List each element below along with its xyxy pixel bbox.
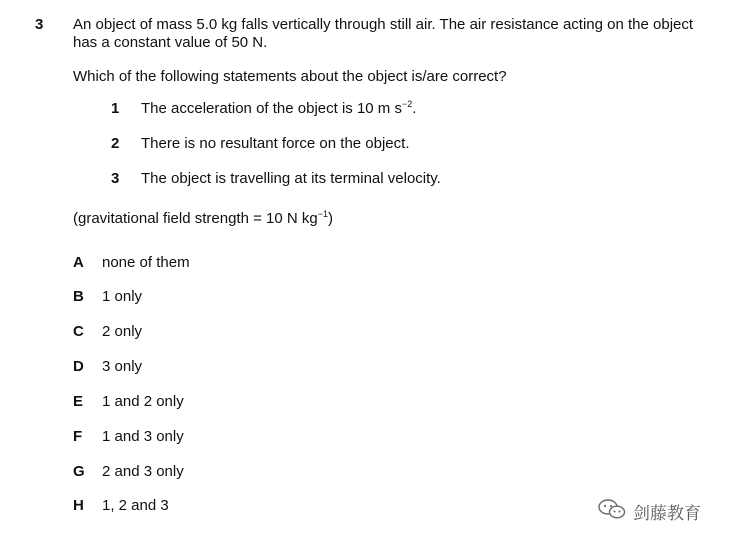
option-c[interactable] xyxy=(73,323,142,340)
option-text: 1 only xyxy=(102,288,143,305)
option-letter: D xyxy=(73,358,84,375)
option-letter: G xyxy=(73,463,85,480)
note-text: (gravitational field strength = 10 N kg xyxy=(73,210,318,227)
option-d[interactable] xyxy=(73,358,142,375)
statement-text: There is no resultant force on the object. xyxy=(141,135,410,152)
statement-1 xyxy=(111,100,416,117)
option-letter: E xyxy=(73,393,84,410)
question-stem: An object of mass 5.0 kg falls vertically through still air. The air resistance acting on the object has a constant value of 50 N. xyxy=(73,16,694,51)
option-e[interactable] xyxy=(73,393,184,410)
option-letter: B xyxy=(73,288,84,305)
option-a[interactable] xyxy=(73,254,190,271)
option-g[interactable] xyxy=(73,463,184,480)
question-number: 3 xyxy=(35,16,44,33)
note-text-end: ) xyxy=(327,210,333,227)
option-text: 1 and 2 only xyxy=(102,393,184,410)
option-f[interactable] xyxy=(73,428,184,445)
option-text: 3 only xyxy=(102,358,143,375)
option-text: none of them xyxy=(102,254,190,271)
gravitational-field-note xyxy=(73,210,333,227)
option-h[interactable] xyxy=(73,497,169,514)
statement-text: The acceleration of the object is 10 m s xyxy=(141,100,402,117)
wechat-icon xyxy=(597,498,627,525)
statement-superscript: −2 xyxy=(401,99,413,109)
statement-3 xyxy=(111,170,441,187)
statement-text: The object is travelling at its terminal velocity. xyxy=(141,170,441,187)
option-b[interactable] xyxy=(73,288,142,305)
statement-text-end: . xyxy=(412,100,417,117)
option-text: 2 only xyxy=(102,323,143,340)
statement-number: 2 xyxy=(111,135,120,152)
statement-number: 1 xyxy=(111,100,120,117)
option-letter: H xyxy=(73,497,84,514)
note-superscript: −1 xyxy=(317,209,328,219)
statement-number: 3 xyxy=(111,170,120,187)
statement-2 xyxy=(111,135,409,152)
option-letter: C xyxy=(73,323,84,340)
option-text: 2 and 3 only xyxy=(102,463,184,480)
option-letter: A xyxy=(73,254,84,271)
watermark xyxy=(597,498,701,525)
option-text: 1, 2 and 3 xyxy=(102,497,169,514)
question-prompt: Which of the following statements about the object is/are correct? xyxy=(73,68,507,85)
option-text: 1 and 3 only xyxy=(102,428,184,445)
watermark-text: 剑藤教育 xyxy=(633,504,701,523)
option-letter: F xyxy=(73,428,83,445)
